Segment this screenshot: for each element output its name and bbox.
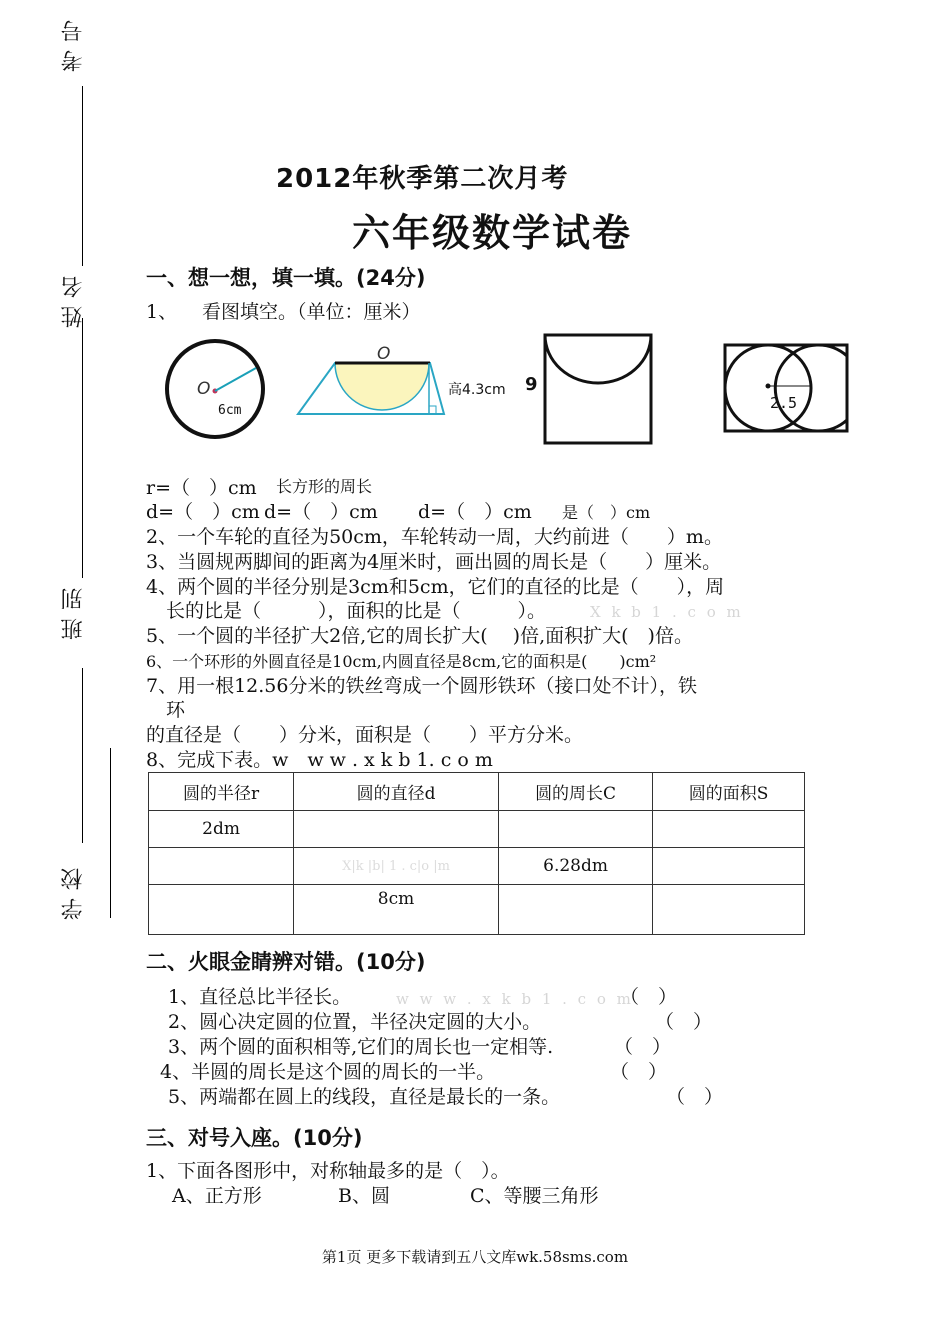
tf-item-2: 2、圆心决定圆的位置，半径决定圆的大小。 [168,1011,542,1033]
answer-d3: d=（ ）cm [418,501,532,523]
tf-mark-3[interactable]: （ ） [614,1036,672,1058]
exam-no-label: 考号 [61,12,86,72]
q2: 2、一个车轮的直径为50cm，车轮转动一周，大约前进（ ）m。 [146,526,723,548]
fig2-center-label: O [377,344,391,364]
fig2-height-label: 高4.3cm [448,382,506,398]
q7-line3: 的直径是（ ）分米，面积是（ ）平方分米。 [146,724,584,746]
section2-heading: 二、火眼金睛辨对错。(10分) [146,950,426,974]
table-row [149,811,805,848]
table-cell[interactable] [653,811,805,848]
mc-option-b[interactable]: B、圆 [338,1185,390,1207]
mc-q1: 1、下面各图形中，对称轴最多的是（ ）。 [146,1160,510,1182]
fig1-radius-label: 6cm [218,403,242,418]
q4-line2: 长的比是（ ），面积的比是（ ）。 [166,600,547,622]
answer-r: r=（ ）cm [146,477,257,499]
q7-line2: 环 [166,699,186,721]
q6: 6、一个环形的外圆直径是10cm,内圆直径是8cm,它的面积是( )cm² [146,652,657,671]
table-cell[interactable] [653,848,805,885]
fig1-center-label: O [197,379,211,399]
figures [150,328,860,452]
table-header-cell: 圆的半径r [149,773,294,811]
tf-item-4: 4、半圆的周长是这个圆的周长的一半。 [160,1061,496,1083]
table-cell[interactable] [498,885,652,935]
table-cell[interactable] [653,885,805,935]
answer-rect-perimeter-1: 长方形的周长 [276,477,373,496]
tf-mark-2[interactable]: （ ） [655,1011,713,1033]
table-cell[interactable] [294,811,499,848]
q5: 5、一个圆的半径扩大2倍,它的周长扩大( )倍,面积扩大( )倍。 [146,625,693,647]
tf-mark-5[interactable]: （ ） [666,1086,724,1108]
exam-title: 六年级数学试卷 [352,211,633,255]
section3-heading: 三、对号入座。(10分) [146,1126,363,1150]
name-line [82,318,83,578]
q8: 8、完成下表。w w w . x k b 1. c o m [146,749,493,771]
name-label: 姓名 [61,268,86,328]
table-cell[interactable] [149,885,294,935]
table-header-cell: 圆的周长C [498,773,652,811]
school-line [110,748,111,918]
answer-d2: d=（ ）cm [264,501,378,523]
tf-mark-4[interactable]: （ ） [610,1061,668,1083]
class-label: 班别 [61,580,86,640]
class-line [82,668,83,843]
table-cell[interactable]: 8cm [294,885,499,935]
table-cell[interactable]: 6.28dm [498,848,652,885]
figure-circle-radius [167,341,263,437]
tf-item-1: 1、直径总比半径长。 [168,986,352,1008]
table-cell[interactable]: 2dm [149,811,294,848]
fig3-side-label: 9 [525,374,538,395]
exam-subtitle: 2012年秋季第二次月考 [276,164,569,194]
table-header-row [149,773,805,811]
mc-option-c[interactable]: C、等腰三角形 [470,1185,599,1207]
q1-text: 看图填空。（单位：厘米） [202,301,421,323]
page-footer: 第1页 更多下载请到五八文库wk.58sms.com [321,1248,629,1266]
table-cell[interactable] [498,811,652,848]
q4-line1: 4、两个圆的半径分别是3cm和5cm，它们的直径的比是（ ），周 [146,576,725,598]
q3: 3、当圆规两脚间的距离为4厘米时，画出圆的周长是（ ）厘米。 [146,551,722,573]
fig4-radius-label: 2.5 [770,394,798,412]
figure-trapezoid-semicircle [298,344,506,414]
answer-rect-perimeter-2: 是（ ）cm [562,503,651,522]
q7-line1: 7、用一根12.56分米的铁丝弯成一个圆形铁环（接口处不计），铁 [146,675,697,697]
exam-no-line [82,86,83,266]
watermark-1: X k b 1 . c o m [590,603,744,621]
tf-item-3: 3、两个圆的面积相等,它们的周长也一定相等. [168,1036,554,1058]
tf-mark-1[interactable]: （ ） [620,986,678,1008]
watermark-2: w w w . x k b 1 . c o m [396,990,634,1008]
table-header-cell: 圆的面积S [653,773,805,811]
table-row [149,885,805,935]
q1-number: 1、 [146,301,178,323]
table-cell[interactable] [149,848,294,885]
table-header-cell: 圆的直径d [294,773,499,811]
answer-d1: d=（ ）cm [146,501,260,523]
table-cell-watermark[interactable]: X|k |b| 1 . c|o |m [294,848,499,885]
school-label: 学校 [61,860,86,920]
tf-item-5: 5、两端都在圆上的线段，直径是最长的一条。 [168,1086,561,1108]
figure-square-semicircle [525,335,651,443]
section1-heading: 一、想一想，填一填。(24分) [146,266,426,290]
table-row [149,848,805,885]
mc-option-a[interactable]: A、正方形 [172,1185,262,1207]
figure-rectangle-two-circles [725,345,847,431]
circle-table [148,772,805,935]
